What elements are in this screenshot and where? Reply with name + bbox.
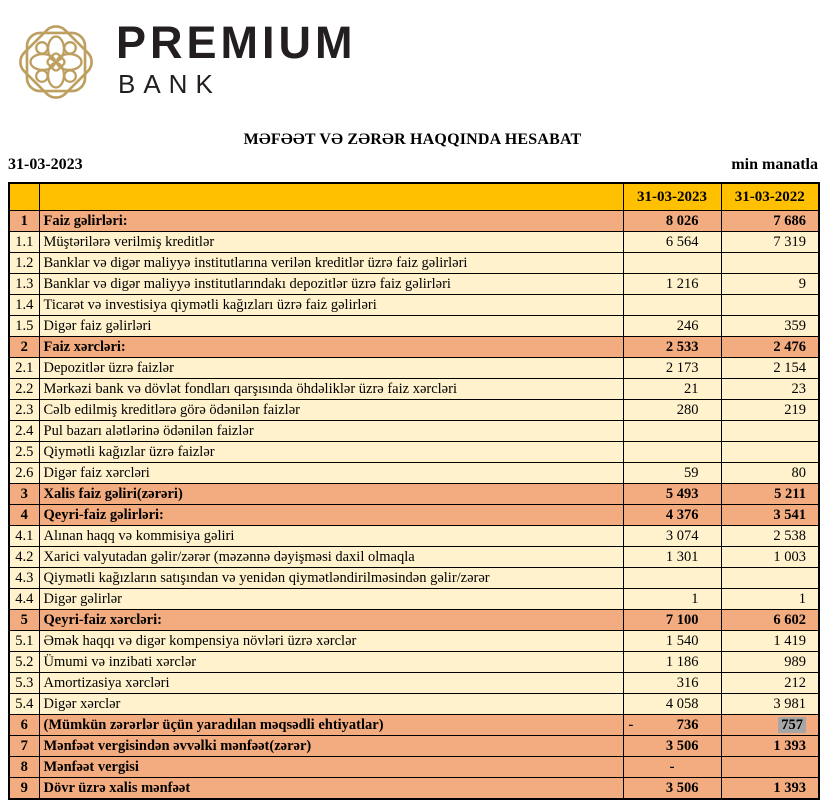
value-2023: 280 — [623, 400, 721, 421]
table-row — [9, 211, 819, 232]
row-label: Ümumi və inzibati xərclər — [39, 652, 623, 673]
negative-dash: - — [628, 717, 634, 733]
value-2022: 2 154 — [721, 358, 819, 379]
value-2023: 2 173 — [623, 358, 721, 379]
value-2022: 3 981 — [721, 694, 819, 715]
table-row — [9, 610, 819, 631]
unit-label: min manatla — [731, 156, 818, 173]
row-number: 2.6 — [9, 463, 39, 484]
value-2023: 1 186 — [623, 652, 721, 673]
value-2023 — [623, 442, 721, 463]
row-number: 5 — [9, 610, 39, 631]
row-number: 1.4 — [9, 295, 39, 316]
value-2022: 7 319 — [721, 232, 819, 253]
profit-loss-table — [8, 182, 820, 800]
table-row — [9, 757, 819, 778]
value-2023: 4 058 — [623, 694, 721, 715]
row-label: Xarici valyutadan gəlir/zərər (məzənnə dəyişməsi daxil olmaqla — [39, 547, 623, 568]
row-label: Banklar və digər maliyyə institutlarındakı depozitlər üzrə faiz gəlirləri — [39, 274, 623, 295]
row-number: 2.4 — [9, 421, 39, 442]
header-desc-cell — [39, 183, 623, 211]
table-row — [9, 694, 819, 715]
table-row — [9, 526, 819, 547]
value-2023: 316 — [623, 673, 721, 694]
table-row — [9, 631, 819, 652]
table-row — [9, 316, 819, 337]
row-number: 8 — [9, 757, 39, 778]
value-2022: 1 393 — [721, 778, 819, 800]
table-body — [9, 211, 819, 800]
table-row — [9, 778, 819, 800]
value-2022: 1 419 — [721, 631, 819, 652]
table-row — [9, 295, 819, 316]
row-label: Banklar və digər maliyyə institutlarına verilən kreditlər üzrə faiz gəlirləri — [39, 253, 623, 274]
value-2022: 359 — [721, 316, 819, 337]
row-number: 1.2 — [9, 253, 39, 274]
value-2023: 5 493 — [623, 484, 721, 505]
row-number: 3 — [9, 484, 39, 505]
value-2023 — [623, 568, 721, 589]
row-number: 5.4 — [9, 694, 39, 715]
row-label: Qiymətli kağızlar üzrə faizlər — [39, 442, 623, 463]
value-2023: 1 216 — [623, 274, 721, 295]
row-label: Əmək haqqı və digər kompensiya növləri üzrə xərclər — [39, 631, 623, 652]
report-meta — [8, 156, 818, 174]
table-row — [9, 379, 819, 400]
value-2023: 3 074 — [623, 526, 721, 547]
table-row — [9, 484, 819, 505]
row-number: 1.1 — [9, 232, 39, 253]
value-2022: 1 393 — [721, 736, 819, 757]
table-row — [9, 589, 819, 610]
row-label: (Mümkün zərərlər üçün yaradılan məqsədli ehtiyatlar) — [39, 715, 623, 736]
row-label: Faiz gəlirləri: — [39, 211, 623, 232]
value-2022 — [721, 757, 819, 778]
row-label: Mənfəət vergisindən əvvəlki mənfəət(zərər) — [39, 736, 623, 757]
row-label: Faiz xərcləri: — [39, 337, 623, 358]
table-row — [9, 358, 819, 379]
value-2023 — [623, 253, 721, 274]
row-number: 6 — [9, 715, 39, 736]
value-2022: 80 — [721, 463, 819, 484]
row-label: Pul bazarı alətlərinə ödənilən faizlər — [39, 421, 623, 442]
value-2023: 3 506 — [623, 736, 721, 757]
table-row — [9, 463, 819, 484]
value-2022: 1 003 — [721, 547, 819, 568]
column-header-2022: 31-03-2022 — [721, 183, 819, 211]
value-2022: 212 — [721, 673, 819, 694]
row-number: 1.5 — [9, 316, 39, 337]
row-label: Mənfəət vergisi — [39, 757, 623, 778]
value-2023: 2 533 — [623, 337, 721, 358]
value-2022: 2 476 — [721, 337, 819, 358]
value-2022: 9 — [721, 274, 819, 295]
value-2023 — [623, 421, 721, 442]
value-2022 — [721, 568, 819, 589]
table-row — [9, 652, 819, 673]
row-label: Alınan haqq və kommisiya gəliri — [39, 526, 623, 547]
row-label: Digər xərclər — [39, 694, 623, 715]
brand-name: PREMIUM — [116, 17, 357, 68]
row-label: Digər gəlirlər — [39, 589, 623, 610]
table-row — [9, 568, 819, 589]
column-header-2023: 31-03-2023 — [623, 183, 721, 211]
table-header-row — [9, 183, 819, 211]
row-number: 7 — [9, 736, 39, 757]
row-label: Dövr üzrə xalis mənfəət — [39, 778, 623, 800]
brand-header — [12, 18, 357, 106]
premium-bank-logo-icon — [12, 18, 100, 106]
table-row — [9, 442, 819, 463]
brand-wordmark — [116, 17, 357, 99]
row-label: Mərkəzi bank və dövlət fondları qarşısında öhdəliklər üzrə faiz xərcləri — [39, 379, 623, 400]
table-row — [9, 505, 819, 526]
value-2022: 219 — [721, 400, 819, 421]
value-2023 — [623, 295, 721, 316]
value-2022 — [721, 442, 819, 463]
table-row — [9, 253, 819, 274]
brand-subname: BANK — [118, 69, 221, 99]
table-row — [9, 673, 819, 694]
table-row — [9, 421, 819, 442]
value-2023: - — [623, 757, 721, 778]
value-2022: 1 — [721, 589, 819, 610]
row-label: Müştərilərə verilmiş kreditlər — [39, 232, 623, 253]
value-2022 — [721, 421, 819, 442]
report-title: MƏFƏƏT VƏ ZƏRƏR HAQQINDA HESABAT — [243, 131, 582, 148]
row-number: 5.2 — [9, 652, 39, 673]
value-2022 — [721, 295, 819, 316]
value-2022 — [721, 715, 819, 736]
value-2023: 246 — [623, 316, 721, 337]
row-number: 2.1 — [9, 358, 39, 379]
header-num-cell — [9, 183, 39, 211]
report-date: 31-03-2023 — [8, 156, 83, 173]
value-2022: 7 686 — [721, 211, 819, 232]
row-number: 4.3 — [9, 568, 39, 589]
value-2022: 23 — [721, 379, 819, 400]
row-label: Depozitlər üzrə faizlər — [39, 358, 623, 379]
row-number: 4.4 — [9, 589, 39, 610]
value-2023: 736 - — [623, 715, 721, 736]
row-number: 4.2 — [9, 547, 39, 568]
row-number: 5.1 — [9, 631, 39, 652]
row-label: Qiymətli kağızların satışından və yenidən qiymətləndirilməsindən gəlir/zərər — [39, 568, 623, 589]
table-row — [9, 232, 819, 253]
row-number: 9 — [9, 778, 39, 800]
value-2023: 1 540 — [623, 631, 721, 652]
value-2022 — [721, 253, 819, 274]
value-2023: 59 — [623, 463, 721, 484]
row-label: Qeyri-faiz gəlirləri: — [39, 505, 623, 526]
value-2023: 6 564 — [623, 232, 721, 253]
row-number: 4.1 — [9, 526, 39, 547]
row-number: 1.3 — [9, 274, 39, 295]
value-2023: 1 — [623, 589, 721, 610]
row-number: 2.3 — [9, 400, 39, 421]
value-2022: 2 538 — [721, 526, 819, 547]
row-number: 4 — [9, 505, 39, 526]
row-label: Amortizasiya xərcləri — [39, 673, 623, 694]
row-number: 5.3 — [9, 673, 39, 694]
row-label: Digər faiz gəlirləri — [39, 316, 623, 337]
row-label: Xalis faiz gəliri(zərəri) — [39, 484, 623, 505]
value-2023: 4 376 — [623, 505, 721, 526]
row-label: Qeyri-faiz xərcləri: — [39, 610, 623, 631]
highlighted-value: 757 — [778, 717, 806, 733]
table-row — [9, 400, 819, 421]
row-label: Cəlb edilmiş kreditlərə görə ödənilən faizlər — [39, 400, 623, 421]
table-row — [9, 715, 819, 736]
row-number: 2 — [9, 337, 39, 358]
value-2023: 7 100 — [623, 610, 721, 631]
value-2022: 6 602 — [721, 610, 819, 631]
value-2022: 989 — [721, 652, 819, 673]
table-row — [9, 274, 819, 295]
value-2023: 1 301 — [623, 547, 721, 568]
table-row — [9, 736, 819, 757]
row-number: 2.2 — [9, 379, 39, 400]
value-2022: 5 211 — [721, 484, 819, 505]
value-2023: 21 — [623, 379, 721, 400]
row-label: Digər faiz xərcləri — [39, 463, 623, 484]
row-number: 2.5 — [9, 442, 39, 463]
table-row — [9, 547, 819, 568]
row-label: Ticarət və investisiya qiymətli kağızları üzrə faiz gəlirləri — [39, 295, 623, 316]
value-2023: 3 506 — [623, 778, 721, 800]
table-row — [9, 337, 819, 358]
value-2023: 8 026 — [623, 211, 721, 232]
row-number: 1 — [9, 211, 39, 232]
value-2022: 3 541 — [721, 505, 819, 526]
